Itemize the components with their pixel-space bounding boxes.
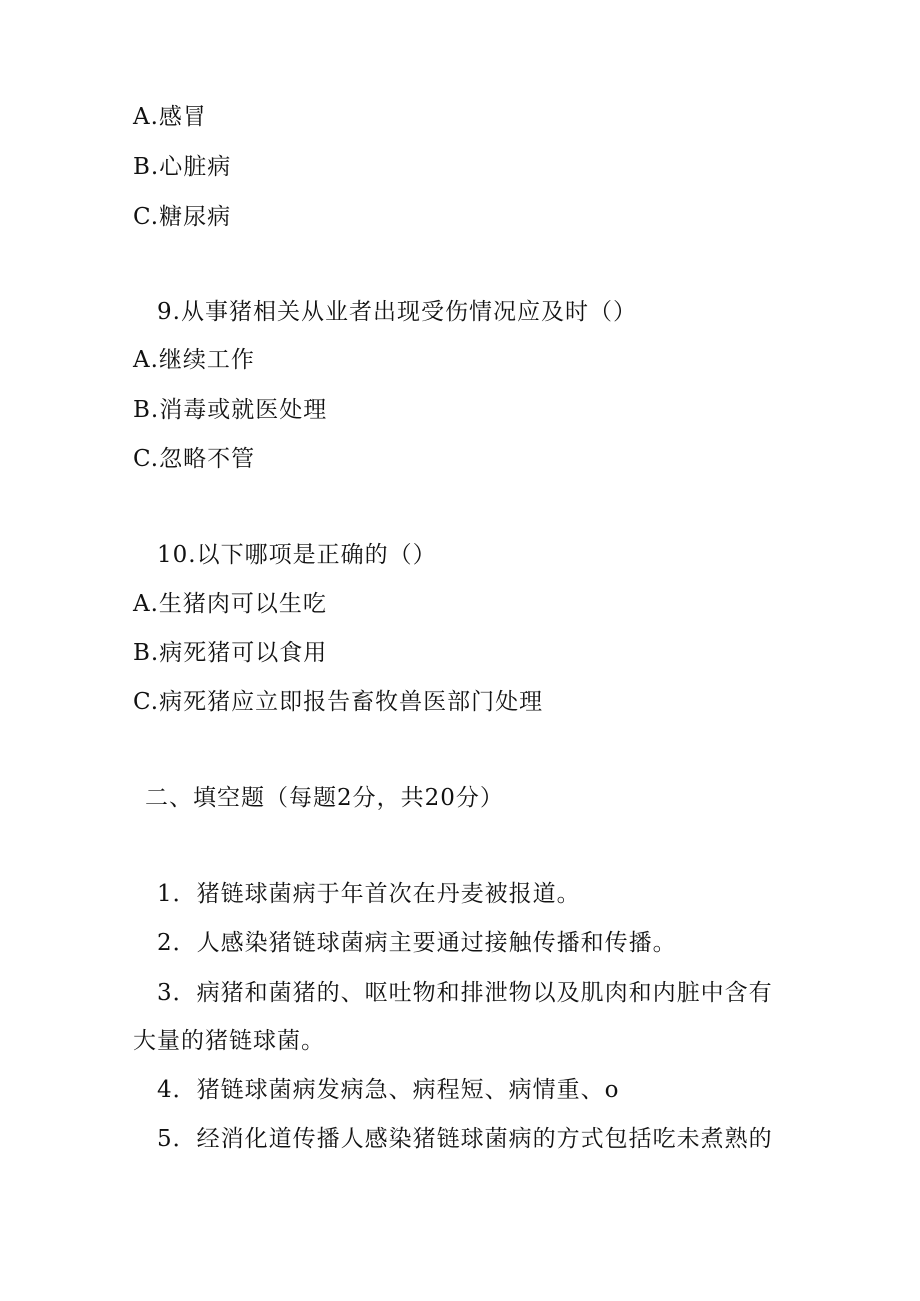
q9-option-c: C.忽略不管 xyxy=(133,446,256,472)
q9-option-b: B.消毒或就医处理 xyxy=(133,397,328,423)
blank-item-3: 3．病猪和菌猪的、呕吐物和排泄物以及肌肉和内脏中含有 xyxy=(157,980,773,1006)
q10-option-b: B.病死猪可以食用 xyxy=(133,640,328,666)
q10-option-c: C.病死猪应立即报告畜牧兽医部门处理 xyxy=(133,689,544,715)
question-9: 9.从事猪相关从业者出现受伤情况应及时（） xyxy=(157,299,637,325)
option-c: C.糖尿病 xyxy=(133,204,232,230)
option-b: B.心脏病 xyxy=(133,154,232,180)
blank-item-5: 5．经消化道传播人感染猪链球菌病的方式包括吃未煮熟的 xyxy=(157,1126,773,1152)
blank-item-4: 4．猪链球菌病发病急、病程短、病情重、o xyxy=(157,1077,620,1103)
blank-item-3-continued: 大量的猪链球菌。 xyxy=(133,1028,325,1054)
q9-option-a: A.继续工作 xyxy=(133,347,255,373)
question-10: 10.以下哪项是正确的（） xyxy=(157,542,437,568)
q10-option-a: A.生猪肉可以生吃 xyxy=(133,591,327,617)
blank-item-2: 2．人感染猪链球菌病主要通过接触传播和传播。 xyxy=(157,930,677,956)
option-a: A.感冒 xyxy=(133,104,207,130)
blank-item-1: 1．猪链球菌病于年首次在丹麦被报道。 xyxy=(157,881,581,907)
section-heading: 二、填空题（每题2分，共20分） xyxy=(145,785,504,811)
